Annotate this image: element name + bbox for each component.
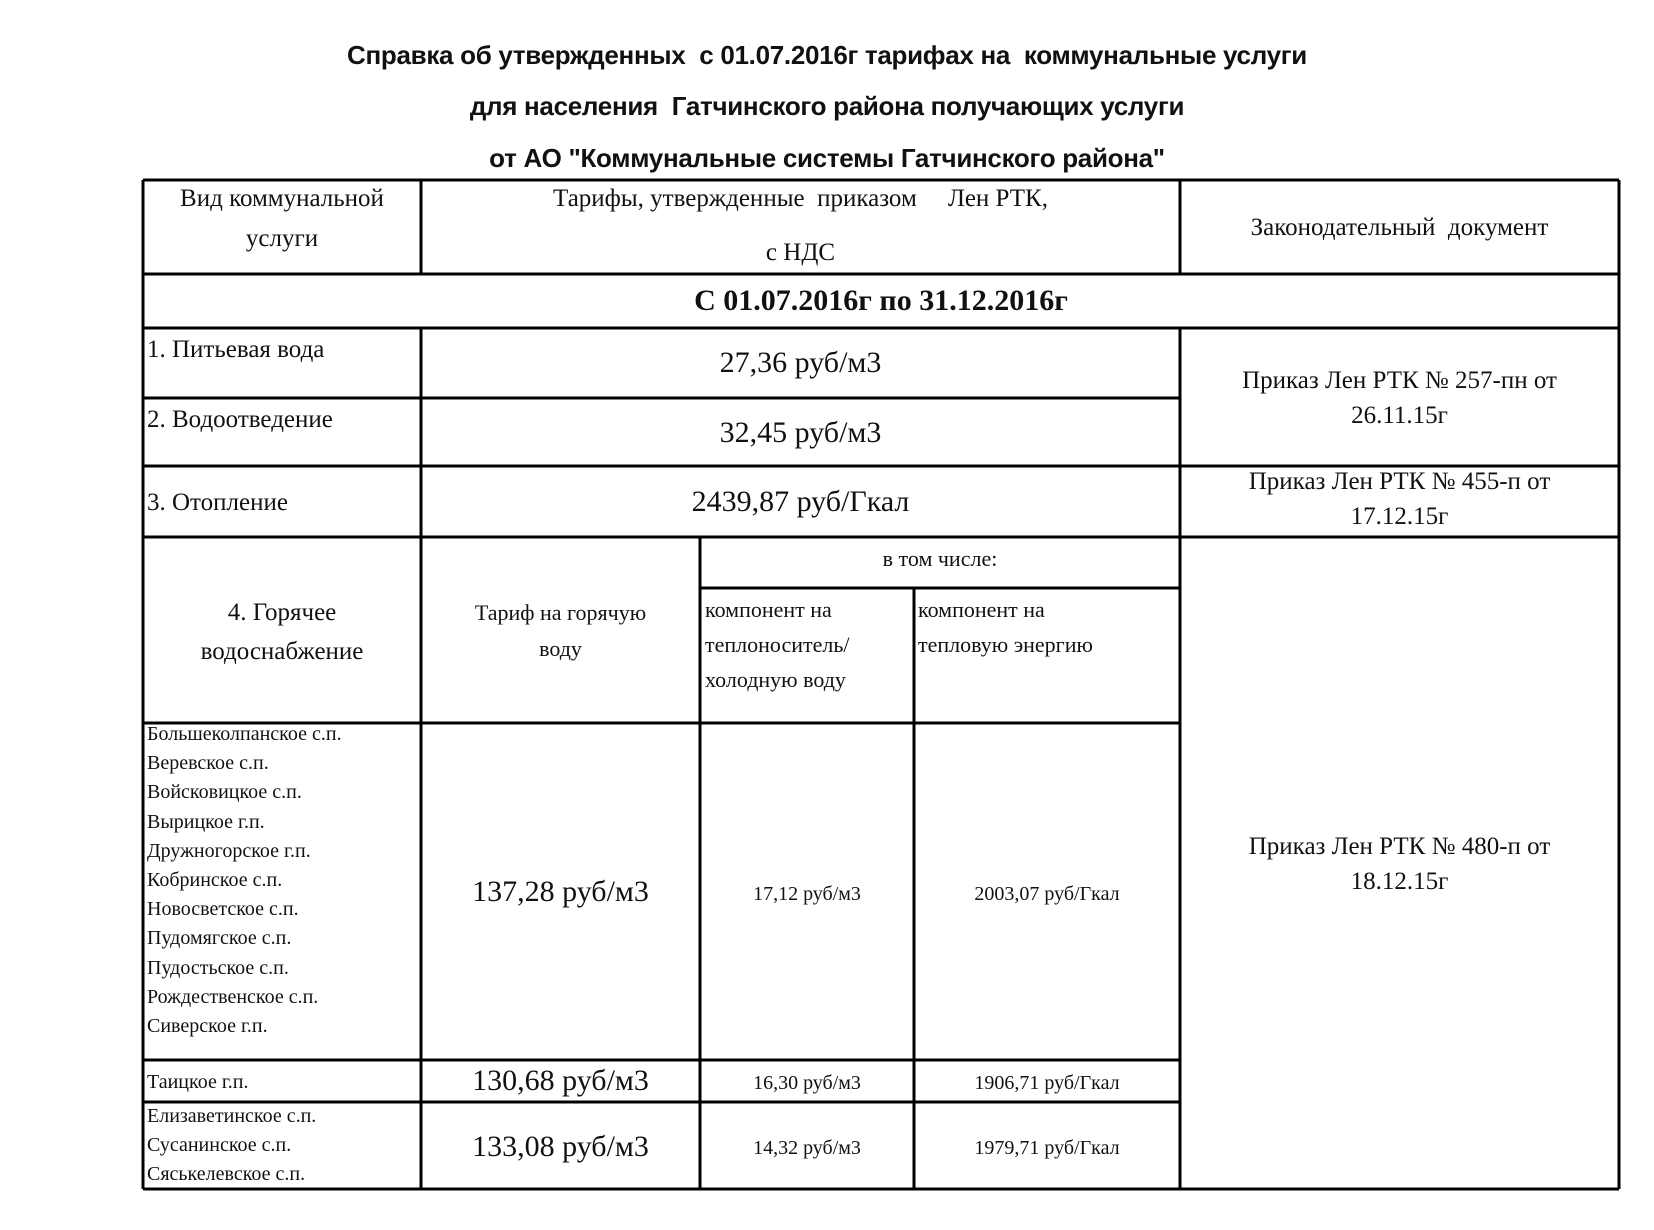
group-1-places bbox=[147, 720, 342, 1041]
header-service-line-2: услуги bbox=[245, 225, 319, 252]
water-sewage-doc-line-2: 26.11.15г bbox=[1351, 402, 1448, 429]
row-heating-name: 3. Отопление bbox=[147, 489, 288, 516]
row-water-name: 1. Питьевая вода bbox=[147, 336, 325, 363]
component1-header-line-1: компонент на bbox=[705, 597, 832, 622]
component2-header-line-2: тепловую энергию bbox=[918, 632, 1093, 657]
hot-water-tariff-header-line-1: Тариф на горячую bbox=[474, 600, 647, 625]
water-sewage-doc-line-1: Приказ Лен РТК № 257-пн от bbox=[1242, 367, 1557, 394]
place-item: Таицкое г.п. bbox=[147, 1071, 249, 1093]
place-item: Сиверское г.п. bbox=[147, 1015, 268, 1038]
period-label: С 01.07.2016г по 31.12.2016г bbox=[694, 284, 1068, 317]
place-item: Войсковицкое с.п. bbox=[147, 781, 302, 804]
header-tariffs-line-2: с НДС bbox=[765, 239, 836, 266]
group-2-tariff: 130,68 руб/м3 bbox=[472, 1064, 649, 1097]
component1-header-line-2: теплоноситель/ bbox=[705, 632, 850, 657]
page-title-line-1: Справка об утвержденных с 01.07.2016г тарифах на коммунальные услуги bbox=[347, 40, 1307, 70]
place-item: Кобринское с.п. bbox=[147, 869, 283, 892]
heating-doc-line-1: Приказ Лен РТК № 455-п от bbox=[1248, 468, 1551, 495]
row-sewage-name: 2. Водоотведение bbox=[147, 406, 333, 433]
hot-water-tariff-header-line-2: воду bbox=[539, 636, 582, 661]
header-document: Законодательный документ bbox=[1250, 214, 1549, 241]
group-3-component-2: 1979,71 руб/Гкал bbox=[974, 1137, 1120, 1159]
header-service-line-1: Вид коммунальной bbox=[180, 185, 384, 212]
hot-water-name-line-2: водоснабжение bbox=[200, 638, 364, 665]
place-item: Новосветское с.п. bbox=[147, 898, 299, 921]
heating-doc-line-2: 17.12.15г bbox=[1350, 503, 1449, 530]
page-title-line-3: от АО "Коммунальные системы Гатчинского района" bbox=[489, 143, 1165, 173]
group-2-component-2: 1906,71 руб/Гкал bbox=[974, 1072, 1120, 1094]
place-item: Сяськелевское с.п. bbox=[147, 1163, 306, 1186]
hot-water-doc-line-1: Приказ Лен РТК № 480-п от bbox=[1248, 833, 1551, 860]
place-item: Вырицкое г.п. bbox=[147, 810, 265, 833]
place-item: Пудомягское с.п. bbox=[147, 927, 292, 950]
header-tariffs-line-1: Тарифы, утвержденные приказом Лен РТК, bbox=[553, 185, 1048, 212]
place-item: Рождественское с.п. bbox=[147, 985, 319, 1008]
group-2-component-1: 16,30 руб/м3 bbox=[753, 1072, 861, 1094]
row-water-tariff: 27,36 руб/м3 bbox=[719, 346, 882, 379]
page-title-line-2: для населения Гатчинского района получающих услуги bbox=[469, 91, 1185, 121]
place-item: Пудостьское с.п. bbox=[147, 956, 289, 979]
place-item: Большеколпанское с.п. bbox=[147, 723, 342, 745]
group-1-component-2: 2003,07 руб/Гкал bbox=[974, 883, 1120, 905]
group-2-places bbox=[147, 1068, 248, 1097]
place-item: Веревское с.п. bbox=[147, 752, 269, 775]
including-label: в том числе: bbox=[882, 546, 998, 571]
place-item: Елизаветинское с.п. bbox=[147, 1105, 317, 1127]
place-item: Сусанинское с.п. bbox=[147, 1134, 292, 1157]
group-1-component-1: 17,12 руб/м3 bbox=[753, 883, 861, 905]
row-sewage-tariff: 32,45 руб/м3 bbox=[719, 416, 882, 449]
row-heating-tariff: 2439,87 руб/Гкал bbox=[691, 485, 910, 518]
group-3-component-1: 14,32 руб/м3 bbox=[753, 1137, 861, 1159]
group-3-places bbox=[147, 1102, 316, 1190]
group-3-tariff: 133,08 руб/м3 bbox=[472, 1130, 649, 1163]
component1-header-line-3: холодную воду bbox=[705, 667, 846, 692]
place-item: Дружногорское г.п. bbox=[147, 839, 311, 862]
component2-header-line-1: компонент на bbox=[918, 597, 1045, 622]
group-1-tariff: 137,28 руб/м3 bbox=[472, 875, 649, 908]
hot-water-doc-line-2: 18.12.15г bbox=[1350, 868, 1449, 895]
hot-water-name-line-1: 4. Горячее bbox=[227, 599, 337, 626]
